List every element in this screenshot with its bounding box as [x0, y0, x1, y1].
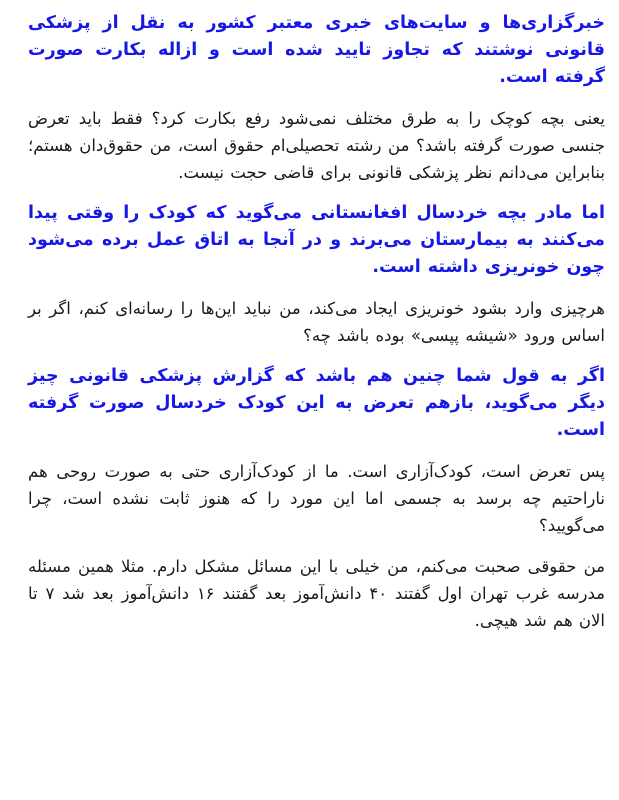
paragraph-spacer	[28, 444, 605, 458]
paragraph-spacer	[28, 349, 605, 363]
answer-paragraph: من حقوقی صحبت می‌کنم، من خیلی با این مسائل مشکل دارم. مثلا همین مسئله مدرسه غرب تهران اول گفتند ۴۰ دانش‌آموز بعد گفتند ۱۶ دانش‌آموز بعد شد ۷ تا الان هم شد هیچی.	[28, 557, 605, 630]
question-paragraph: خبرگزاری‌ها و سایت‌های خبری معتبر کشور به نقل از پزشکی قانونی نوشتند که تجاوز تایید شده است و ازاله بکارت صورت گرفته است.	[28, 13, 605, 87]
paragraph-spacer	[28, 539, 605, 553]
paragraph-spacer	[28, 91, 605, 105]
answer-paragraph: پس تعرض است، کودک‌آزاری است. ما از کودک‌آزاری حتی به صورت روحی هم ناراحتیم چه برسد به جسمی اما این مورد را که هنوز ثابت نشده است، چرا می‌گویید؟	[28, 462, 605, 535]
paragraph-spacer	[28, 281, 605, 295]
paragraph-spacer	[28, 186, 605, 200]
question-paragraph: اما مادر بچه خردسال افغانستانی می‌گوید که کودک را وقتی پیدا می‌کنند به بیمارستان می‌برند و در آنجا به اتاق عمل برده می‌شود چون خونریزی داشته است.	[28, 203, 605, 277]
answer-paragraph: هرچیزی وارد بشود خونریزی ایجاد می‌کند، من نباید این‌ها را رسانه‌ای کنم، اگر بر اساس ورود «شیشه پپسی» بوده باشد چه؟	[28, 299, 605, 345]
interview-text	[28, 10, 605, 634]
question-paragraph: اگر به قول شما چنین هم باشد که گزارش پزشکی قانونی چیز دیگر می‌گوید، بازهم تعرض به این کودک خردسال صورت گرفته است.	[28, 366, 605, 440]
answer-paragraph: یعنی بچه کوچک را به طرق مختلف نمی‌شود رفع بکارت کرد؟ فقط باید تعرض جنسی صورت گرفته باشد؟ من رشته تحصیلی‌ام حقوق است، من حقوق‌دان هستم؛ بنابراین می‌دانم نظر پزشکی قانونی برای قاضی حجت نیست.	[28, 109, 605, 182]
